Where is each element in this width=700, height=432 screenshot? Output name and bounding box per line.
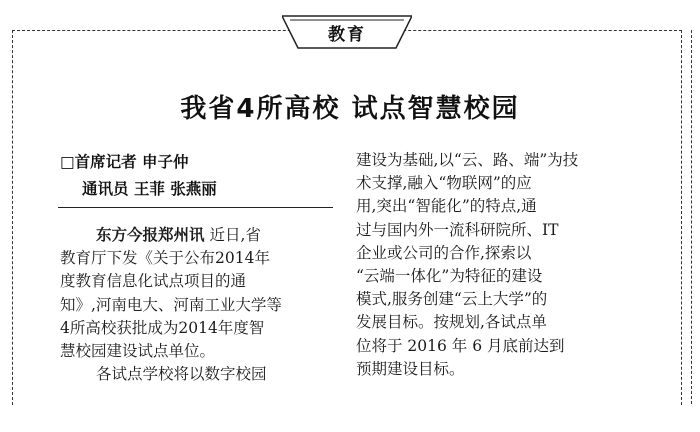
body-line: 过与国内外一流科研院所、IT	[356, 220, 559, 239]
body-line: 发展目标。按规划,各试点单	[356, 313, 547, 332]
body-line: 各试点学校将以数字校园	[96, 365, 267, 384]
body-line: 用,突出“智能化”的特点,通	[356, 197, 537, 216]
left-column	[60, 224, 338, 386]
body-line: “云端一体化”为特征的建设	[356, 267, 543, 286]
body-line	[60, 224, 338, 247]
body-line: 4所高校获批成为2014年度智	[60, 318, 265, 337]
body-line: 度教育信息化试点项目的通	[60, 272, 247, 291]
dateline: 东方今报郑州讯	[96, 226, 205, 244]
body-line-text: 近日,省	[204, 226, 261, 244]
adjacent-column-border	[691, 30, 692, 404]
body-line: 慧校园建设试点单位。	[60, 342, 216, 361]
body-line: 模式,服务创建“云上大学”的	[356, 290, 548, 309]
body-line: 教育厅下发《关于公布2014年	[60, 249, 270, 268]
right-column	[356, 149, 634, 381]
section-label: 教育	[328, 25, 366, 45]
body-line: 企业或公司的合作,探索以	[356, 243, 532, 262]
section-tab	[282, 14, 412, 50]
byline-divider	[58, 207, 333, 208]
headline: 我省4所高校 试点智慧校园	[180, 94, 520, 124]
body-line: 术支撑,融入“物联网”的应	[356, 174, 532, 193]
byline	[60, 149, 340, 203]
byline-correspondents: 通讯员 王菲 张燕丽	[82, 180, 217, 198]
byline-reporter: □首席记者 申子仲	[60, 153, 189, 171]
body-line: 位将于 2016 年 6 月底前达到	[356, 336, 565, 355]
body-line: 建设为基础,以“云、路、端”为技	[356, 151, 579, 169]
body-line: 知》,河南电大、河南工业大学等	[60, 295, 282, 314]
body-line: 预期建设目标。	[356, 359, 465, 378]
